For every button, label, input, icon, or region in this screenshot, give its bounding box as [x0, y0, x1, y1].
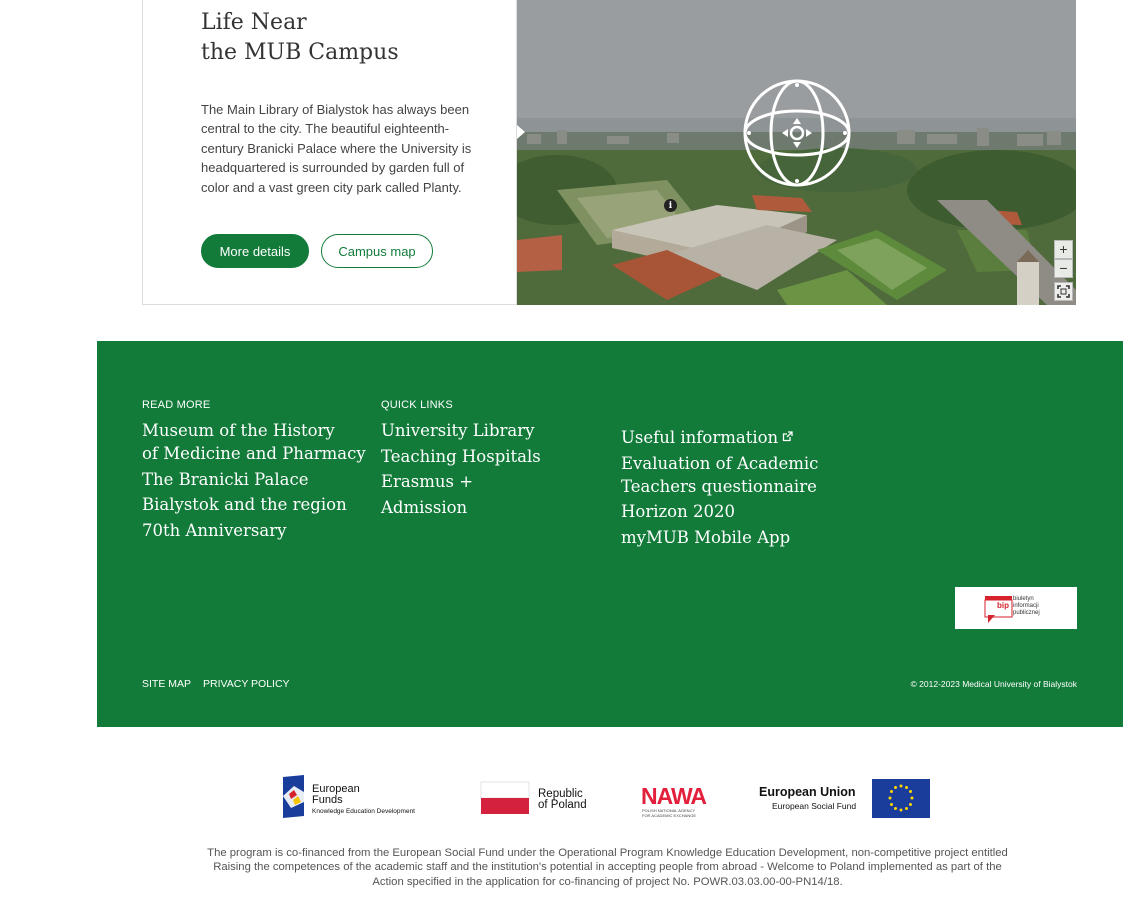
nawa-sub-2: FOR ACADEMIC EXCHANGE: [642, 813, 697, 818]
useful-information-label: Useful information: [621, 428, 779, 447]
footer-link[interactable]: Evaluation of Academic: [621, 453, 819, 473]
program-text-line-1: The program is co-financed from the European Social Fund under the Operational Program Knowledge Education Development, non-competitive project entitled: [207, 847, 1008, 859]
read-more-list: [142, 419, 366, 542]
footer-column-quick-links: [381, 399, 541, 521]
footer-column-more-links: [621, 426, 818, 551]
footer-link[interactable]: Horizon 2020: [621, 502, 735, 522]
footer-link[interactable]: myMUB Mobile App: [621, 527, 791, 547]
campus-card: [142, 0, 517, 305]
nawa-sub-1: POLISH NATIONAL AGENCY: [642, 808, 696, 813]
panorama-pointer-arrow: [517, 125, 525, 139]
copyright-notice: © 2012-2023 Medical University of Bialystok: [910, 679, 1077, 689]
footer-link[interactable]: Bialystok and the region: [142, 495, 347, 515]
zoom-in-button[interactable]: +: [1054, 240, 1073, 259]
globe-360-icon[interactable]: [742, 78, 852, 188]
campus-title-line-1: Life Near: [201, 10, 307, 35]
footer-link[interactable]: Erasmus +: [381, 472, 474, 492]
eu-funds-line-2: Funds: [312, 794, 343, 806]
read-more-heading: READ MORE: [142, 399, 211, 411]
program-text-line-2: Raising the competences of the academic staff and the institution's potential in accepting people from abroad - Welcome to Poland implemented as part of the: [213, 861, 1002, 874]
site-footer: [97, 341, 1123, 727]
funding-logos-row: [0, 772, 1133, 822]
footer-column-read-more: [142, 399, 366, 544]
bip-short: bip: [997, 601, 1009, 610]
campus-panorama-viewer[interactable]: [517, 0, 1076, 305]
zoom-out-button[interactable]: −: [1054, 259, 1073, 278]
eu-line-1: European Union: [759, 785, 856, 799]
eu-funds-line-1: European: [312, 783, 360, 795]
info-icon[interactable]: i: [664, 199, 677, 212]
eu-line-2: European Social Fund: [772, 801, 857, 811]
footer-link[interactable]: 70th Anniversary: [142, 520, 287, 540]
useful-information-link[interactable]: [621, 426, 818, 449]
campus-title: [201, 8, 399, 68]
bip-line-2: informacji: [1013, 603, 1039, 609]
footer-link[interactable]: Teaching Hospitals: [381, 446, 541, 466]
quick-links-list: [381, 419, 541, 519]
campus-map-button[interactable]: Campus map: [321, 234, 433, 268]
more-details-button[interactable]: More details: [201, 234, 309, 268]
footer-link[interactable]: University Library: [381, 421, 535, 440]
footer-link[interactable]: of Medicine and Pharmacy: [142, 444, 366, 463]
more-links-list: [621, 426, 818, 549]
poland-line-1: Republic: [538, 788, 583, 800]
eu-funds-line-3: Knowledge Education Development: [312, 808, 415, 815]
footer-link[interactable]: Admission: [381, 497, 468, 517]
european-union-logo: [757, 772, 937, 822]
bip-line-3: publicznej: [1013, 610, 1040, 616]
bip-line-1: biuletyn: [1013, 596, 1034, 602]
footer-link[interactable]: Teachers questionnaire: [621, 476, 817, 496]
bip-logo: [955, 587, 1077, 629]
republic-of-poland-logo: [480, 772, 600, 822]
cofinancing-program-text: [130, 846, 1085, 889]
bip-public-information-badge[interactable]: [955, 587, 1077, 629]
site-map-link[interactable]: SITE MAP: [142, 678, 192, 690]
footer-link[interactable]: The Branicki Palace: [142, 469, 309, 489]
fullscreen-icon: [1057, 285, 1070, 298]
nawa-name: NAWA: [641, 783, 706, 809]
external-link-icon: [782, 431, 793, 442]
campus-title-line-2: the MUB Campus: [201, 40, 399, 65]
nawa-logo: [640, 772, 720, 822]
campus-description: The Main Library of Bialystok has always been central to the city. The beautiful eighteenth-century Branicki Palace where the University is headquartered is surrounded by garden full of color and a vast green city park called Planty.: [201, 102, 472, 195]
quick-links-heading: QUICK LINKS: [381, 399, 453, 411]
european-funds-logo: [280, 772, 440, 822]
privacy-policy-link[interactable]: PRIVACY POLICY: [203, 678, 290, 690]
poland-line-2: of Poland: [538, 799, 587, 811]
program-text-line-3: Action specified in the application for co-financing of project No. POWR.03.03.00-00-PN14/18.: [372, 875, 843, 888]
footer-link[interactable]: Museum of the History: [142, 421, 335, 440]
fullscreen-button[interactable]: [1054, 282, 1073, 301]
